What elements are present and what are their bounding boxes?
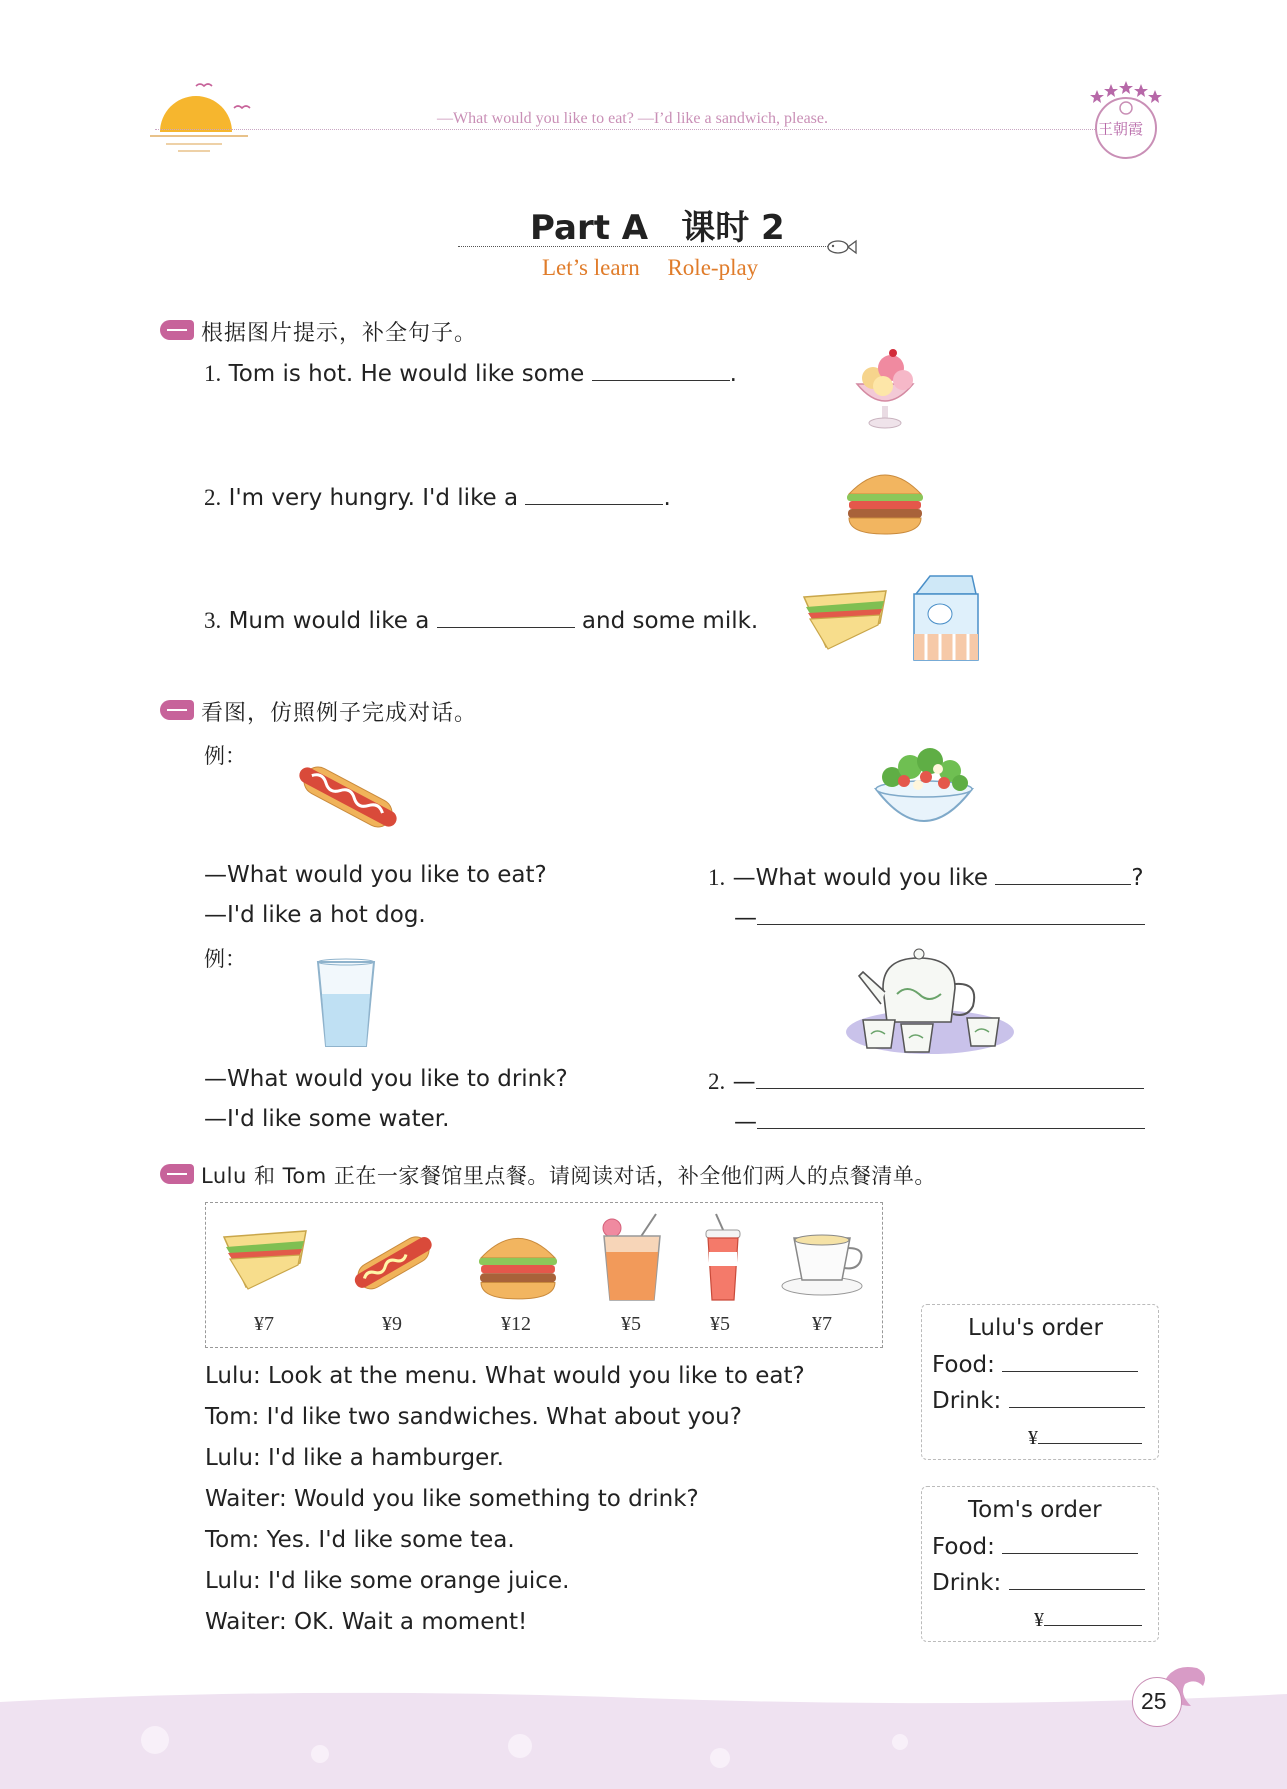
subtitle-role-play: Role-play xyxy=(667,255,759,280)
lulu-total-blank[interactable] xyxy=(1038,1421,1142,1444)
example2-question: —What would you like to drink? xyxy=(204,1066,568,1092)
q2-line xyxy=(708,1066,1144,1095)
q1-end: ? xyxy=(1131,865,1144,891)
s1-item-3-text: Mum would like a xyxy=(228,608,430,634)
lulu-food-label: Food: xyxy=(932,1352,995,1378)
q2-answer-dash: — xyxy=(734,1109,757,1135)
menu-price-sandwich: ¥7 xyxy=(254,1313,274,1335)
menu-price-hamburger: ¥12 xyxy=(501,1313,531,1335)
sunset-icon xyxy=(148,78,258,158)
header xyxy=(0,0,1287,170)
tom-drink-label: Drink: xyxy=(932,1570,1002,1596)
lulu-food-row xyxy=(932,1349,1138,1378)
q2-num: 2. xyxy=(708,1069,726,1094)
hamburger-icon xyxy=(843,462,927,538)
subtitle-lets-learn: Let’s learn xyxy=(542,255,640,280)
tom-total-blank[interactable] xyxy=(1044,1603,1142,1626)
s1-item-3-end: and some milk. xyxy=(581,608,759,634)
q1-question: —What would you like xyxy=(732,865,989,891)
tom-order-title: Tom's order xyxy=(968,1497,1102,1523)
menu-price-cola: ¥5 xyxy=(710,1313,730,1335)
dialogue-line-5: Tom: Yes. I'd like some tea. xyxy=(205,1527,515,1553)
page-title xyxy=(530,200,785,249)
dialogue-line-3: Lulu: I'd like a hamburger. xyxy=(205,1445,504,1471)
tom-food-blank[interactable] xyxy=(1002,1531,1138,1554)
menu-price-tea: ¥7 xyxy=(812,1313,832,1335)
lulu-food-blank[interactable] xyxy=(1002,1349,1138,1372)
lulu-order-title: Lulu's order xyxy=(968,1315,1103,1341)
example-label-1: 例： xyxy=(204,744,246,768)
s1-item-3 xyxy=(204,605,758,634)
menu-tea-cup-icon xyxy=(780,1228,870,1298)
salad-icon xyxy=(868,737,980,841)
s1-item-1-blank[interactable] xyxy=(592,358,730,381)
q1-num: 1. xyxy=(708,865,726,890)
lulu-total-row xyxy=(1028,1421,1142,1450)
section2-label: 看图，仿照例子完成对话。 xyxy=(201,701,478,726)
q1-blank[interactable] xyxy=(995,862,1131,885)
tom-total-row xyxy=(1034,1603,1142,1632)
footer-band xyxy=(0,1680,1287,1789)
dialogue-line-2: Tom: I'd like two sandwiches. What about you? xyxy=(205,1404,742,1430)
q2-answer-blank[interactable] xyxy=(757,1106,1145,1129)
s1-item-1 xyxy=(204,358,737,387)
s1-item-3-blank[interactable] xyxy=(437,605,575,628)
menu-orange-juice-icon xyxy=(596,1212,670,1304)
sandwich-icon xyxy=(800,585,892,657)
q2-dash: — xyxy=(732,1069,756,1095)
menu-price-orange-juice: ¥5 xyxy=(621,1313,641,1335)
fish-icon xyxy=(824,236,860,258)
s1-item-1-num: 1. xyxy=(204,361,222,386)
dialogue-line-1: Lulu: Look at the menu. What would you like to eat? xyxy=(205,1363,805,1389)
dialogue-line-7: Waiter: OK. Wait a moment! xyxy=(205,1609,528,1635)
q1-answer-blank[interactable] xyxy=(757,902,1145,925)
tom-order-card xyxy=(921,1486,1159,1642)
example1-question: —What would you like to eat? xyxy=(204,862,547,888)
q1-line xyxy=(708,862,1144,891)
q2-answer-line xyxy=(734,1106,1145,1135)
s1-item-1-end: . xyxy=(729,361,737,387)
lulu-drink-row xyxy=(932,1385,1145,1414)
lulu-order-card xyxy=(921,1304,1159,1460)
q2-question-blank[interactable] xyxy=(756,1066,1144,1089)
section3-label: Lulu 和 Tom 正在一家餐馆里点餐。请阅读对话，补全他们两人的点餐清单。 xyxy=(201,1164,936,1188)
ice-cream-icon xyxy=(845,338,925,432)
example2-answer: —I'd like some water. xyxy=(204,1106,450,1132)
menu-price-hot-dog: ¥9 xyxy=(382,1313,402,1335)
menu-hot-dog-icon xyxy=(348,1222,438,1302)
q1-answer-line xyxy=(734,902,1145,931)
tom-food-row xyxy=(932,1531,1138,1560)
tom-drink-row xyxy=(932,1567,1145,1596)
tom-yen-symbol: ¥ xyxy=(1034,1609,1044,1631)
example-label-2: 例： xyxy=(204,947,246,971)
tom-food-label: Food: xyxy=(932,1534,995,1560)
dialogue-line-4: Waiter: Would you like something to drink? xyxy=(205,1486,699,1512)
menu-cola-icon xyxy=(700,1212,746,1304)
title-underline xyxy=(458,246,828,247)
milk-carton-icon xyxy=(906,572,984,664)
publisher-logo xyxy=(1085,78,1167,162)
s1-item-2-text: I'm very hungry. I'd like a xyxy=(228,485,519,511)
s1-item-3-num: 3. xyxy=(204,608,222,633)
water-glass-icon xyxy=(312,958,380,1052)
running-title: —What would you like to eat? —I’d like a sandwich, please. xyxy=(437,110,828,127)
header-dotted-line xyxy=(155,129,1095,130)
lulu-drink-label: Drink: xyxy=(932,1388,1002,1414)
example1-answer: —I'd like a hot dog. xyxy=(204,902,426,928)
q1-answer-dash: — xyxy=(734,905,757,931)
title-lesson: 课时 2 xyxy=(681,208,785,248)
s1-item-2-blank[interactable] xyxy=(525,482,663,505)
tom-drink-blank[interactable] xyxy=(1009,1567,1145,1590)
hot-dog-icon xyxy=(292,755,404,839)
s1-item-1-text: Tom is hot. He would like some xyxy=(228,361,585,387)
lulu-yen-symbol: ¥ xyxy=(1028,1427,1038,1449)
menu-hamburger-icon xyxy=(474,1225,562,1303)
lulu-drink-blank[interactable] xyxy=(1009,1385,1145,1408)
page-number: 25 xyxy=(1141,1688,1167,1714)
section1-badge xyxy=(160,320,194,340)
subtitle xyxy=(542,255,758,281)
title-part: Part A xyxy=(530,208,649,248)
s1-item-2-num: 2. xyxy=(204,485,222,510)
dialogue-line-6: Lulu: I'd like some orange juice. xyxy=(205,1568,570,1594)
section1-label: 根据图片提示，补全句子。 xyxy=(201,321,478,346)
menu-sandwich-icon xyxy=(220,1225,312,1297)
section3-badge xyxy=(160,1164,194,1184)
teapot-icon xyxy=(843,948,1017,1060)
s1-item-2-end: . xyxy=(663,485,671,511)
section2-badge xyxy=(160,700,194,720)
s1-item-2 xyxy=(204,482,671,511)
logo-text: 王朝霞 xyxy=(1098,120,1144,138)
